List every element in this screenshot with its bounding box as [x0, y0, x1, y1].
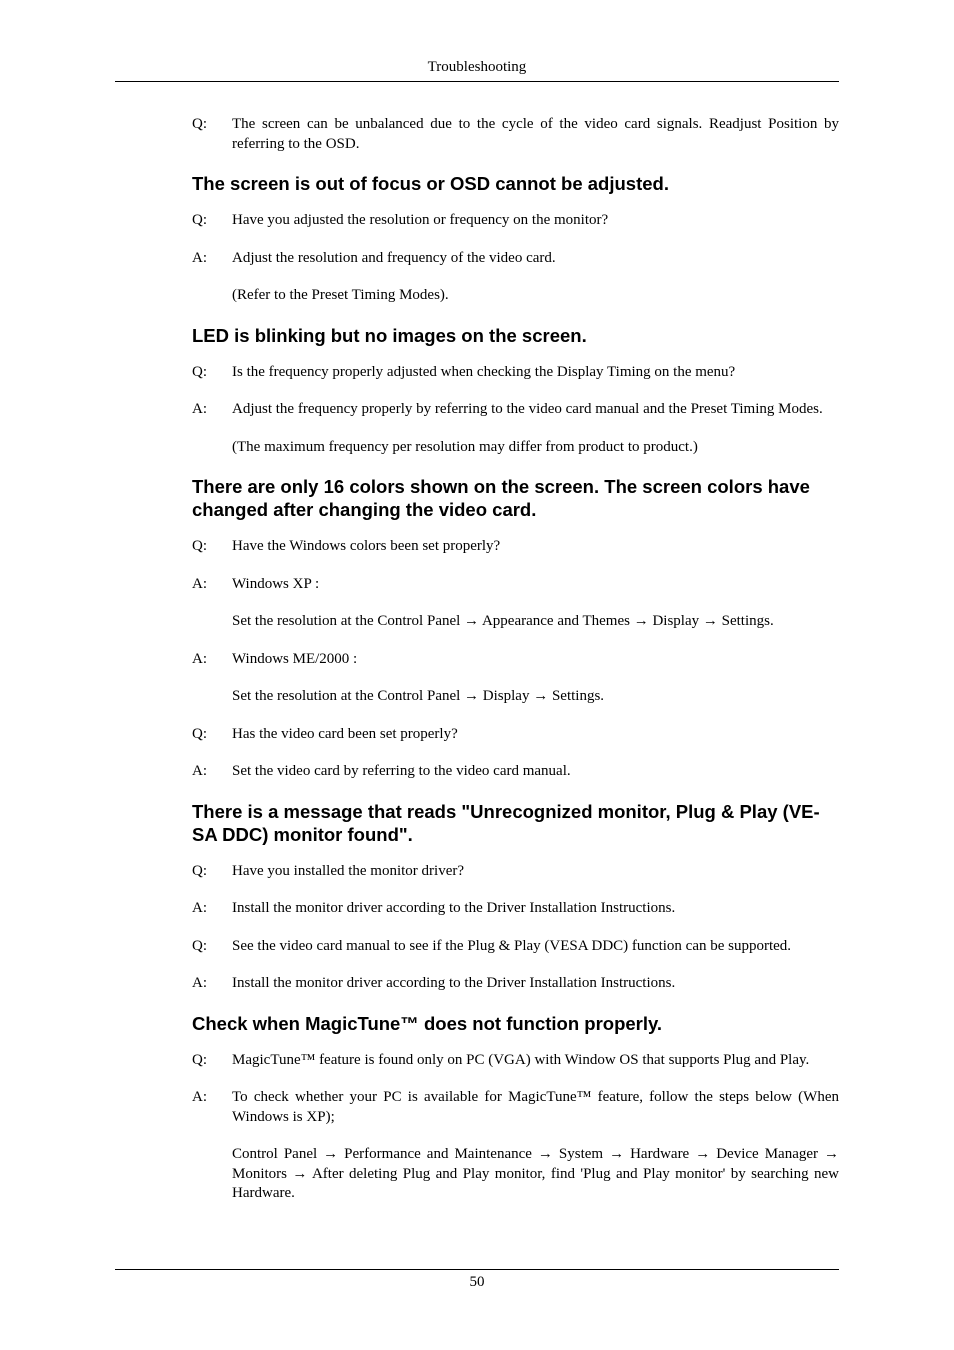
qa-label: Q:: [192, 937, 207, 954]
section-heading: There are only 16 colors shown on the screen. The screen colors have changed after changing the video card.: [192, 476, 810, 520]
qa-text: Has the video card been set properly?: [232, 725, 458, 742]
qa-text: Install the monitor driver according to the Driver Installation Instructions.: [232, 975, 676, 991]
qa-label: A:: [192, 1089, 207, 1105]
qa-item: [192, 575, 839, 595]
qa-note: Control Panel → Performance and Maintenance → System → Hardware → Device Manager → Monitors → After deleting Plug and Play monitor, find 'Plug and Play monitor' by searching new Hardware.: [232, 1146, 839, 1201]
qa-label: Q:: [192, 116, 207, 132]
qa-item: [192, 937, 839, 957]
qa-text: Is the frequency properly adjusted when checking the Display Timing on the menu?: [232, 363, 736, 380]
section-heading: There is a message that reads "Unrecognized monitor, Plug & Play (VE-SA DDC) monitor found".: [192, 800, 820, 845]
qa-item: [192, 115, 839, 154]
qa-item: [192, 1088, 839, 1127]
qa-label: Q:: [192, 538, 207, 554]
footer-divider: [115, 1269, 839, 1270]
qa-text: Have you adjusted the resolution or frequency on the monitor?: [232, 212, 609, 228]
section-heading: LED is blinking but no images on the screen.: [192, 324, 587, 346]
qa-label: A:: [192, 401, 207, 417]
qa-text: Have the Windows colors been set properly?: [232, 538, 501, 554]
page-header-title: Troubleshooting: [427, 59, 527, 75]
qa-label: Q:: [192, 725, 207, 742]
qa-label: A:: [192, 650, 207, 667]
qa-label: A:: [192, 900, 207, 916]
qa-label: Q:: [192, 363, 207, 380]
qa-text: Windows ME/2000 :: [232, 650, 358, 667]
section-heading: Check when MagicTune™ does not function properly.: [192, 1012, 663, 1034]
qa-label: Q:: [192, 212, 207, 228]
qa-text: Set the video card by referring to the video card manual.: [232, 763, 571, 779]
qa-text: Install the monitor driver according to the Driver Installation Instructions.: [232, 900, 676, 916]
qa-text: Adjust the frequency properly by referring to the video card manual and the Preset Timing Modes.: [232, 401, 823, 417]
qa-item: [192, 974, 839, 994]
document-body: [192, 115, 839, 1222]
qa-text: Adjust the resolution and frequency of the video card.: [232, 249, 556, 266]
qa-label: A:: [192, 763, 207, 779]
section-heading: The screen is out of focus or OSD cannot be adjusted.: [192, 173, 669, 194]
page-number: 50: [469, 1274, 485, 1290]
qa-item: [192, 1051, 839, 1071]
qa-item: [192, 862, 839, 882]
qa-note: Set the resolution at the Control Panel → Appearance and Themes → Display → Settings.: [232, 613, 774, 629]
qa-note: Set the resolution at the Control Panel → Display → Settings.: [232, 688, 605, 704]
qa-note: (The maximum frequency per resolution may differ from product to product.): [232, 438, 698, 455]
header-divider: [115, 81, 839, 82]
qa-text: Have you installed the monitor driver?: [232, 862, 465, 879]
qa-item: [192, 363, 839, 383]
qa-text: The screen can be unbalanced due to the cycle of the video card signals. Readjust Position by referring to the OSD.: [232, 116, 839, 152]
qa-item: [192, 650, 839, 670]
qa-text: Windows XP :: [232, 575, 320, 592]
qa-label: A:: [192, 575, 207, 592]
qa-label: Q:: [192, 1051, 207, 1068]
qa-note: (Refer to the Preset Timing Modes).: [232, 287, 449, 303]
qa-label: A:: [192, 249, 207, 266]
qa-item: [192, 249, 839, 269]
qa-item: [192, 400, 839, 420]
qa-item: [192, 762, 839, 782]
qa-text: MagicTune™ feature is found only on PC (VGA) with Window OS that supports Plug and Play.: [232, 1051, 810, 1068]
qa-text: To check whether your PC is available for MagicTune™ feature, follow the steps below (When Windows is XP);: [232, 1089, 839, 1125]
qa-item: [192, 899, 839, 919]
qa-item: [192, 211, 839, 231]
qa-text: See the video card manual to see if the Plug & Play (VESA DDC) function can be supported.: [232, 937, 792, 954]
qa-label: A:: [192, 975, 207, 991]
qa-item: [192, 725, 839, 745]
qa-item: [192, 537, 839, 557]
qa-label: Q:: [192, 862, 207, 879]
